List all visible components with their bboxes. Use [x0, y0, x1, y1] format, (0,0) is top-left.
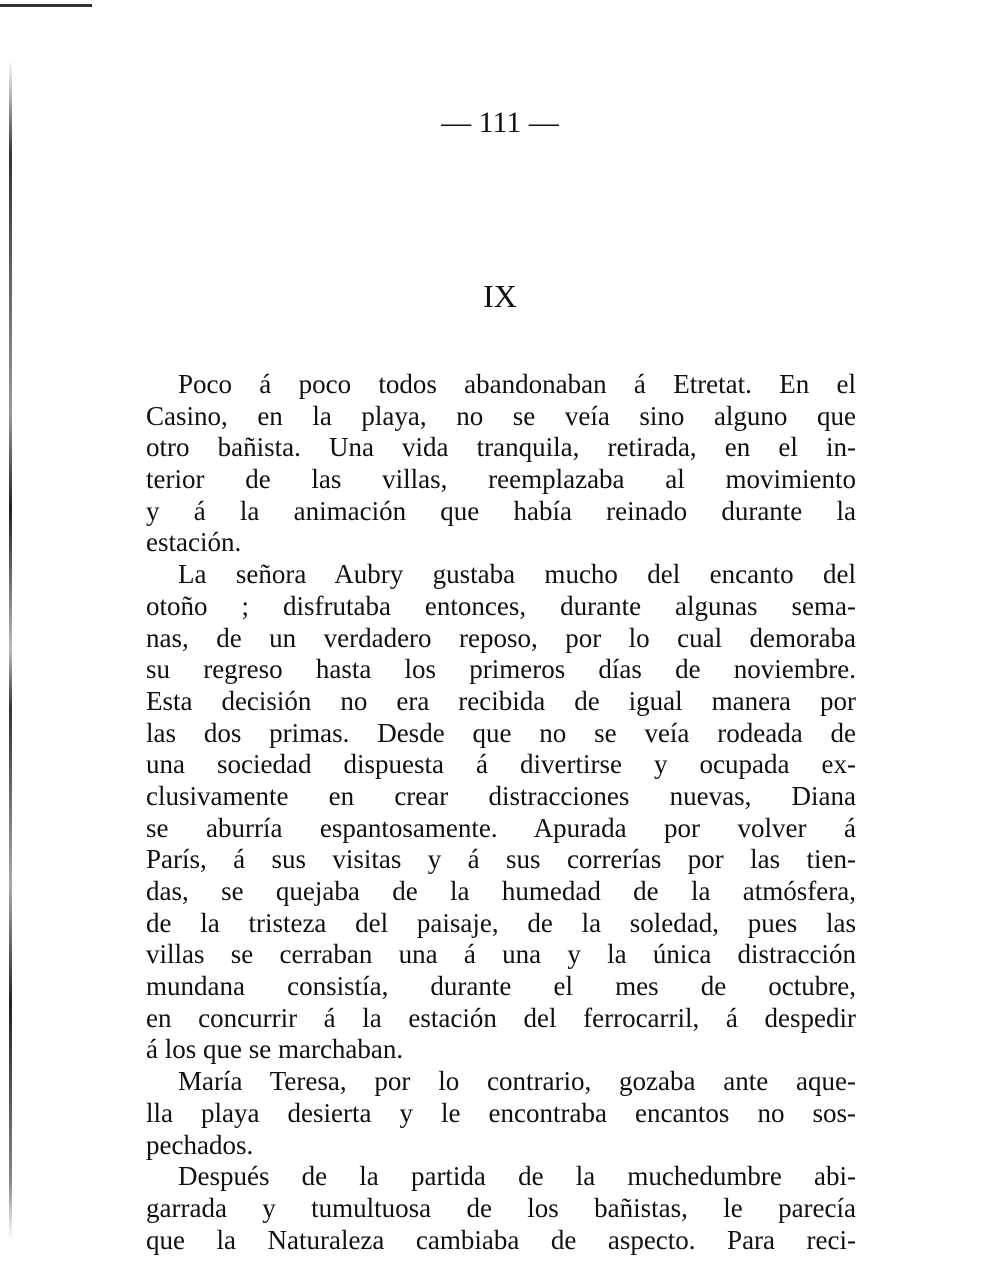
scan-binding-edge — [9, 60, 12, 1240]
text-line: La señora Aubry gustaba mucho del encanto del — [178, 559, 856, 590]
text-line: otro bañista. Una vida tranquila, retirada, en el in- — [146, 432, 856, 463]
text-line: y á la animación que había reinado durante la — [146, 495, 856, 526]
text-line: otoño ; disfrutaba entonces, durante algunas sema- — [146, 590, 856, 621]
text-line: á los que se marchaban. — [146, 1034, 404, 1065]
text-line: villas se cerraban una á una y la única distracción — [146, 939, 856, 970]
text-line: en concurrir á la estación del ferrocarril, á despedir — [146, 1002, 856, 1033]
text-line: estación. — [146, 527, 242, 558]
body-text — [146, 369, 856, 1256]
text-line: das, se quejaba de la humedad de la atmósfera, — [146, 876, 856, 906]
text-line: Poco á poco todos abandonaban á Etretat. En el — [178, 369, 856, 399]
text-line: que la Naturaleza cambiaba de aspecto. Para reci- — [146, 1224, 856, 1255]
text-line: María Teresa, por lo contrario, gozaba ante aque- — [178, 1066, 856, 1097]
text-line: Casino, en la playa, no se veía sino alguno que — [146, 400, 856, 431]
text-line: pechados. — [146, 1129, 254, 1160]
text-line: Esta decisión no era recibida de igual manera por — [146, 685, 856, 716]
text-line: de la tristeza del paisaje, de la soledad, pues las — [146, 907, 856, 938]
text-line: clusivamente en crear distracciones nuevas, Diana — [146, 780, 856, 811]
text-line: mundana consistía, durante el mes de octubre, — [146, 971, 856, 1002]
text-line: se aburría espantosamente. Apurada por volver á — [146, 812, 856, 843]
text-line: una sociedad dispuesta á divertirse y ocupada ex- — [146, 749, 856, 780]
text-line: terior de las villas, reemplazaba al movimiento — [146, 464, 856, 495]
text-line: París, á sus visitas y á sus correrías por las tien- — [146, 844, 856, 875]
text-line: las dos primas. Desde que no se veía rodeada de — [146, 717, 856, 748]
text-line: nas, de un verdadero reposo, por lo cual demoraba — [146, 622, 856, 653]
text-line: garrada y tumultuosa de los bañistas, le parecía — [146, 1192, 856, 1223]
page-number: — 111 — — [441, 106, 559, 139]
chapter-heading: IX — [483, 278, 517, 314]
text-line: su regreso hasta los primeros días de noviembre. — [146, 654, 856, 685]
text-line: Después de la partida de la muchedumbre abi- — [178, 1161, 856, 1192]
scan-edge-mark — [0, 4, 92, 7]
text-line: lla playa desierta y le encontraba encantos no sos- — [146, 1097, 856, 1128]
